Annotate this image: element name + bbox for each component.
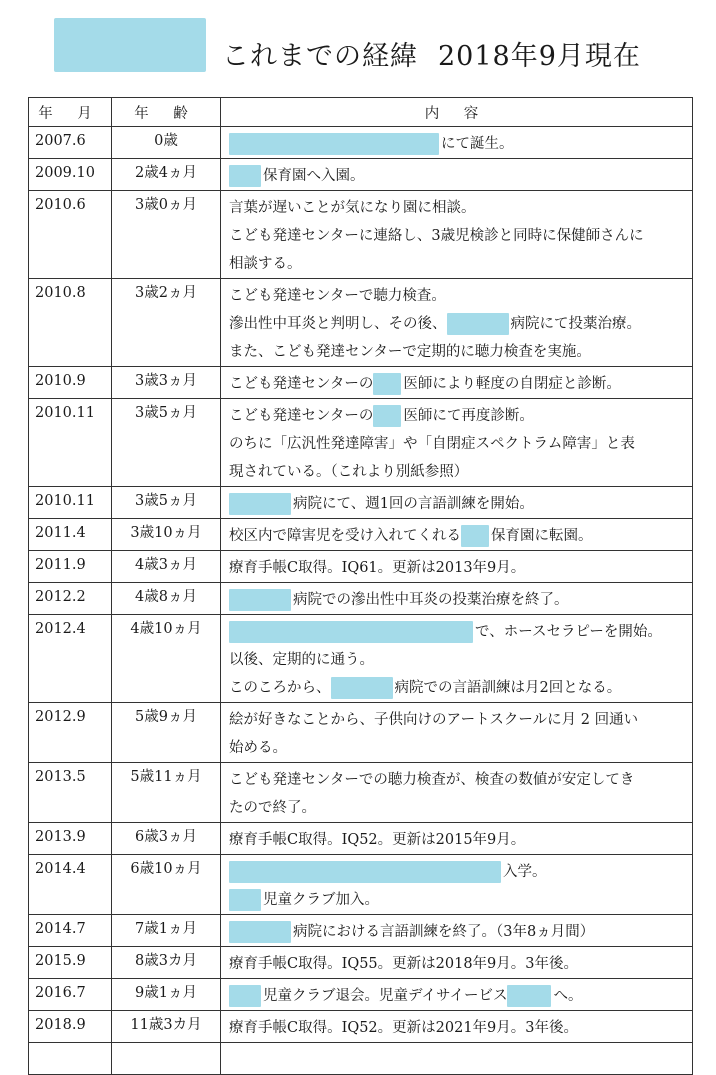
row-date: 2013.5 — [29, 763, 112, 823]
content-text: 絵が好きなことから、子供向けのアートスクールに月 2 回通い — [229, 712, 639, 728]
content-text: 療育手帳C取得。IQ55。更新は2018年9月。3年後。 — [229, 956, 579, 972]
table-row — [29, 191, 693, 279]
redaction-box — [229, 921, 291, 943]
row-content — [221, 279, 693, 367]
content-text: 医師にて再度診断。 — [403, 408, 534, 424]
table-row — [29, 487, 693, 519]
row-date: 2015.9 — [29, 947, 112, 979]
row-age: 5歳9ヵ月 — [112, 703, 221, 763]
content-line — [229, 222, 686, 250]
content-text: 校区内で障害児を受け入れてくれる — [229, 528, 461, 544]
row-date: 2014.7 — [29, 915, 112, 947]
content-line — [229, 194, 686, 222]
table-row — [29, 615, 693, 703]
redaction-box — [229, 589, 291, 611]
content-text: 児童クラブ退会。児童デイサイービス — [263, 988, 508, 1004]
row-age: 5歳11ヵ月 — [112, 763, 221, 823]
content-line — [229, 794, 686, 822]
row-content — [221, 551, 693, 583]
history-table — [28, 97, 693, 1075]
row-date: 2012.2 — [29, 583, 112, 615]
row-content — [221, 615, 693, 703]
content-text: このころから、 — [229, 680, 331, 696]
content-text: こども発達センターに連絡し、3歳児検診と同時に保健師さんに — [229, 228, 644, 244]
content-text: にて誕生。 — [441, 136, 514, 152]
content-text: で、ホースセラピーを開始。 — [475, 624, 662, 640]
table-row — [29, 703, 693, 763]
table-header-row — [29, 98, 693, 127]
content-line — [229, 554, 686, 582]
title-date: 2018年9月現在 — [438, 41, 641, 72]
content-line — [229, 918, 686, 946]
row-age: 6歳3ヵ月 — [112, 823, 221, 855]
content-text: 入学。 — [503, 864, 547, 880]
row-date: 2013.9 — [29, 823, 112, 855]
content-line — [229, 338, 686, 366]
row-date: 2011.9 — [29, 551, 112, 583]
content-line — [229, 858, 686, 886]
content-text: こども発達センターの — [229, 408, 374, 424]
content-text: こども発達センターの — [229, 376, 374, 392]
redaction-box — [373, 373, 401, 395]
content-line — [229, 522, 686, 550]
row-content — [221, 823, 693, 855]
redaction-box — [507, 985, 551, 1007]
row-date: 2012.4 — [29, 615, 112, 703]
table-row — [29, 947, 693, 979]
table-row — [29, 979, 693, 1011]
redaction-box — [229, 621, 473, 643]
content-text: 児童クラブ加入。 — [263, 892, 379, 908]
redaction-box — [229, 133, 439, 155]
content-line — [229, 370, 686, 398]
content-line — [229, 162, 686, 190]
content-line — [229, 458, 686, 486]
content-text: たので終了。 — [229, 800, 316, 816]
content-line — [229, 706, 686, 734]
content-text: 療育手帳C取得。IQ61。更新は2013年9月。 — [229, 560, 526, 576]
redaction-box — [229, 493, 291, 515]
row-date: 2014.4 — [29, 855, 112, 915]
content-line — [229, 1014, 686, 1042]
row-age: 3歳5ヵ月 — [112, 487, 221, 519]
content-text: 始める。 — [229, 740, 287, 756]
content-text: 療育手帳C取得。IQ52。更新は2021年9月。3年後。 — [229, 1020, 579, 1036]
table-row — [29, 519, 693, 551]
table-row — [29, 855, 693, 915]
content-text: 保育園へ入園。 — [263, 168, 365, 184]
header — [0, 0, 716, 90]
content-line — [229, 282, 686, 310]
table-row — [29, 763, 693, 823]
table-body — [29, 127, 693, 1075]
row-content — [221, 487, 693, 519]
row-age: 8歳3カ月 — [112, 947, 221, 979]
row-date: 2010.6 — [29, 191, 112, 279]
row-content — [221, 763, 693, 823]
content-line — [229, 402, 686, 430]
content-text: 病院での言語訓練は月2回となる。 — [394, 680, 622, 696]
content-text: こども発達センターでの聴力検査が、検査の数値が安定してき — [229, 772, 635, 788]
header-date: 年 月 — [29, 98, 112, 127]
row-content — [221, 947, 693, 979]
row-content — [221, 855, 693, 915]
redaction-box — [229, 889, 261, 911]
row-date: 2007.6 — [29, 127, 112, 159]
redaction-box — [447, 313, 509, 335]
row-content — [221, 1011, 693, 1043]
content-text: 療育手帳C取得。IQ52。更新は2015年9月。 — [229, 832, 526, 848]
row-date: 2011.4 — [29, 519, 112, 551]
table-row — [29, 823, 693, 855]
row-content — [221, 367, 693, 399]
row-age: 3歳5ヵ月 — [112, 399, 221, 487]
content-text: また、こども発達センターで定期的に聴力検査を実施。 — [229, 344, 591, 360]
content-line — [229, 618, 686, 646]
content-line — [229, 886, 686, 914]
content-line — [229, 430, 686, 458]
row-date: 2012.9 — [29, 703, 112, 763]
content-line — [229, 586, 686, 614]
page-title — [222, 34, 641, 73]
content-text: 滲出性中耳炎と判明し、その後、 — [229, 316, 447, 332]
content-line — [229, 982, 686, 1010]
table-row — [29, 915, 693, 947]
row-content — [221, 703, 693, 763]
table-row — [29, 367, 693, 399]
content-line — [229, 766, 686, 794]
table-row — [29, 1011, 693, 1043]
row-age: 3歳3ヵ月 — [112, 367, 221, 399]
content-line — [229, 950, 686, 978]
row-age: 9歳1ヵ月 — [112, 979, 221, 1011]
table-row — [29, 399, 693, 487]
row-age: 4歳8ヵ月 — [112, 583, 221, 615]
row-date: 2010.9 — [29, 367, 112, 399]
row-content — [221, 519, 693, 551]
row-age: 4歳3ヵ月 — [112, 551, 221, 583]
row-content — [221, 915, 693, 947]
blank-row — [29, 1043, 693, 1075]
content-line — [229, 674, 686, 702]
content-text: 病院にて投薬治療。 — [510, 316, 641, 332]
blank-cell — [29, 1043, 112, 1075]
blank-cell — [112, 1043, 221, 1075]
content-text: へ。 — [553, 988, 583, 1004]
row-content — [221, 399, 693, 487]
content-text: 相談する。 — [229, 256, 302, 272]
row-date: 2018.9 — [29, 1011, 112, 1043]
content-line — [229, 490, 686, 518]
content-text: 病院にて、週1回の言語訓練を開始。 — [293, 496, 534, 512]
redacted-name-block — [54, 18, 206, 72]
row-date: 2009.10 — [29, 159, 112, 191]
row-content — [221, 127, 693, 159]
content-text: こども発達センターで聴力検査。 — [229, 288, 446, 304]
row-age: 6歳10ヵ月 — [112, 855, 221, 915]
row-age: 11歳3カ月 — [112, 1011, 221, 1043]
header-content: 内 容 — [221, 98, 693, 127]
row-date: 2010.11 — [29, 399, 112, 487]
content-line — [229, 310, 686, 338]
redaction-box — [229, 861, 501, 883]
row-age: 2歳4ヵ月 — [112, 159, 221, 191]
redaction-box — [229, 985, 261, 1007]
row-date: 2010.8 — [29, 279, 112, 367]
table-row — [29, 551, 693, 583]
content-line — [229, 734, 686, 762]
table-row — [29, 279, 693, 367]
redaction-box — [461, 525, 489, 547]
table-row — [29, 127, 693, 159]
row-age: 7歳1ヵ月 — [112, 915, 221, 947]
row-age: 3歳2ヵ月 — [112, 279, 221, 367]
blank-cell — [221, 1043, 693, 1075]
content-text: 病院における言語訓練を終了。（3年8ヵ月間） — [293, 924, 595, 940]
content-text: 言葉が遅いことが気になり園に相談。 — [229, 200, 476, 216]
row-age: 0歳 — [112, 127, 221, 159]
content-text: 病院での滲出性中耳炎の投薬治療を終了。 — [293, 592, 569, 608]
row-content — [221, 191, 693, 279]
content-text: 現されている。（これより別紙参照） — [229, 464, 469, 480]
title-text: これまでの経緯 — [222, 41, 418, 72]
content-text: 保育園に転園。 — [491, 528, 593, 544]
content-text: 以後、定期的に通う。 — [229, 652, 374, 668]
content-line — [229, 250, 686, 278]
table-row — [29, 159, 693, 191]
redaction-box — [229, 165, 261, 187]
redaction-box — [331, 677, 393, 699]
row-content — [221, 159, 693, 191]
content-text: のちに「広汎性発達障害」や「自閉症スペクトラム障害」と表 — [229, 436, 635, 452]
row-content — [221, 583, 693, 615]
content-text: 医師により軽度の自閉症と診断。 — [403, 376, 621, 392]
row-date: 2010.11 — [29, 487, 112, 519]
content-line — [229, 646, 686, 674]
header-age: 年 齢 — [112, 98, 221, 127]
content-line — [229, 130, 686, 158]
table-row — [29, 583, 693, 615]
row-content — [221, 979, 693, 1011]
content-line — [229, 826, 686, 854]
redaction-box — [373, 405, 401, 427]
row-age: 3歳10ヵ月 — [112, 519, 221, 551]
row-age: 3歳0ヵ月 — [112, 191, 221, 279]
row-date: 2016.7 — [29, 979, 112, 1011]
row-age: 4歳10ヵ月 — [112, 615, 221, 703]
